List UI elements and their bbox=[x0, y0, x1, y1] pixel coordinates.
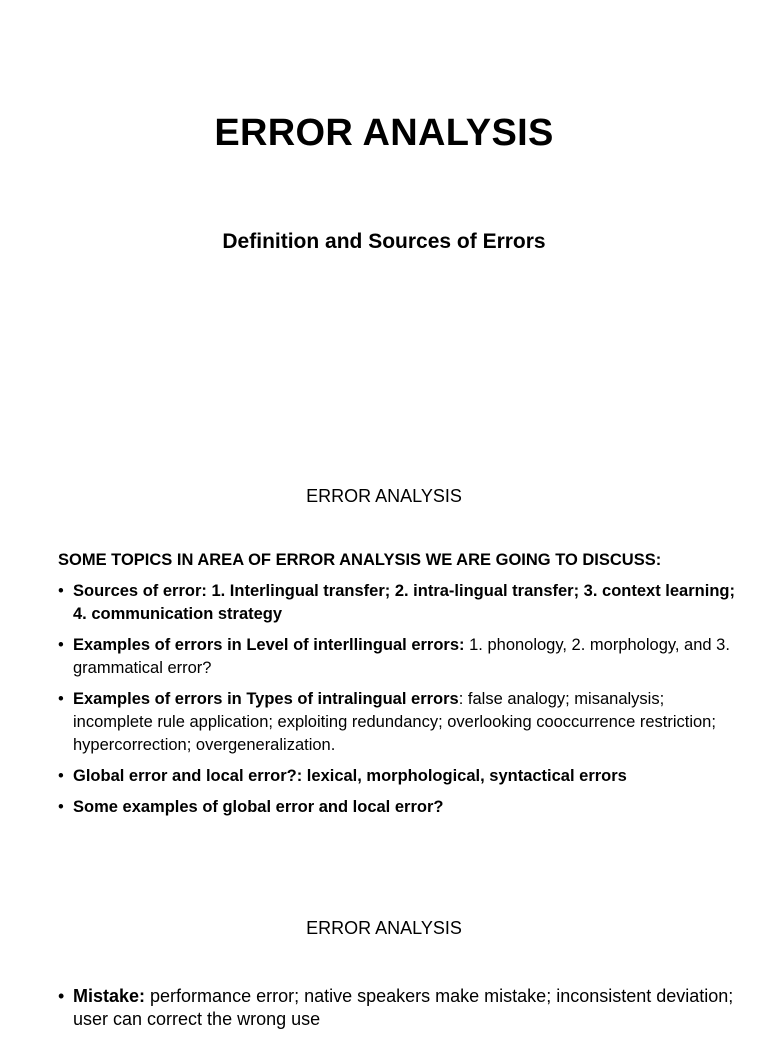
topics-list bbox=[58, 580, 738, 827]
topics-heading: SOME TOPICS IN AREA OF ERROR ANALYSIS WE ARE GOING TO DISCUSS: bbox=[58, 551, 662, 569]
list-item: • Global error and local error?: lexical, morphological, syntactical errors bbox=[58, 765, 738, 788]
list-item: • Examples of errors in Level of interllingual errors: 1. phonology, 2. morphology, and 3. grammatical error? bbox=[58, 634, 738, 680]
definitions-list bbox=[58, 985, 738, 1039]
slide-heading: ERROR ANALYSIS bbox=[306, 918, 462, 938]
list-item: • Mistake: performance error; native speakers make mistake; inconsistent deviation; user can correct the wrong use bbox=[58, 985, 738, 1031]
list-item: • Examples of errors in Types of intralingual errors: false analogy; misanalysis; incomplete rule application; exploiting redundancy; overlooking cooccurrence restriction; hypercorrection; overgeneralization. bbox=[58, 688, 738, 757]
list-item: • Sources of error: 1. Interlingual transfer; 2. intra-lingual transfer; 3. context learning; 4. communication strategy bbox=[58, 580, 738, 626]
slide-title: ERROR ANALYSIS bbox=[214, 112, 554, 154]
slide-heading: ERROR ANALYSIS bbox=[306, 486, 462, 506]
slide-subtitle: Definition and Sources of Errors bbox=[222, 230, 546, 253]
list-item: • Some examples of global error and local error? bbox=[58, 796, 738, 819]
